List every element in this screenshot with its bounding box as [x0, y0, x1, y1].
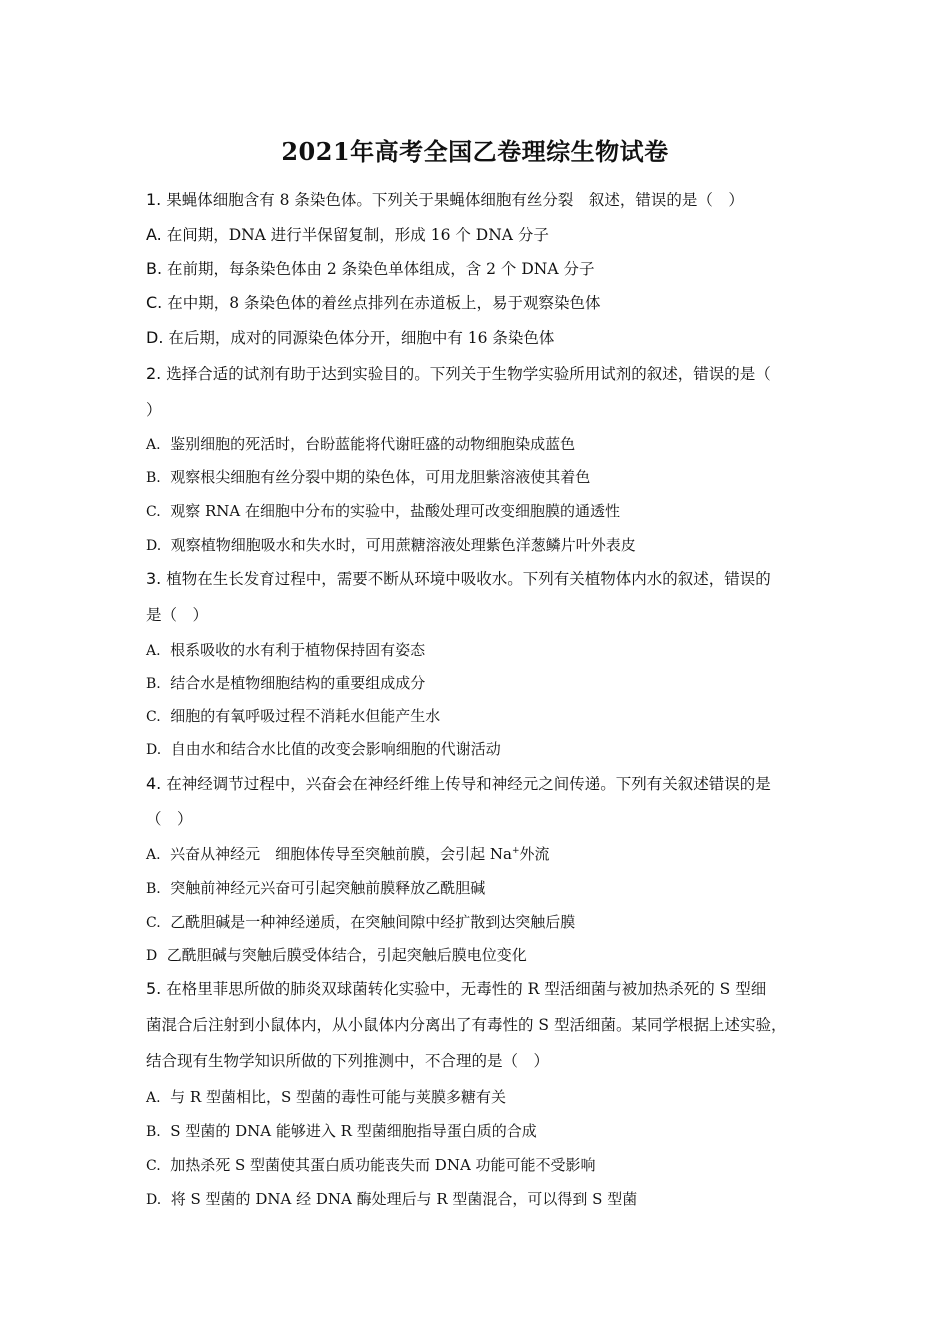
- question-2-option-b: [146, 466, 816, 489]
- option-label: A.: [146, 643, 161, 659]
- option-label: D.: [146, 328, 164, 347]
- option-label: C.: [146, 915, 161, 931]
- option-label: D.: [146, 742, 162, 758]
- option-text: 突触前神经元兴奋可引起突触前膜释放乙酰胆碱: [170, 879, 486, 897]
- option-text: 观察 RNA 在细胞中分布的实验中，盐酸处理可改变细胞膜的通透性: [170, 502, 621, 520]
- question-5-option-c: [146, 1154, 816, 1177]
- question-1-stem: [146, 189, 816, 211]
- option-text: 兴奋从神经元 细胞体传导至突触前膜，会引起 Na: [170, 845, 512, 863]
- option-text: 与 R 型菌相比，S 型菌的毒性可能与荚膜多糖有关: [170, 1088, 506, 1106]
- question-number: 5.: [146, 979, 162, 998]
- option-label: C.: [146, 504, 161, 520]
- question-5-option-a: [146, 1086, 816, 1109]
- question-2-option-c: [146, 500, 816, 523]
- question-4-option-a: [146, 843, 816, 866]
- option-text: 结合水是植物细胞结构的重要组成成分: [170, 674, 426, 692]
- question-2-stem-continued: ）: [146, 401, 162, 419]
- option-text: 在后期，成对的同源染色体分开，细胞中有 16 条染色体: [168, 329, 555, 347]
- option-label: A.: [146, 847, 161, 863]
- option-text: S 型菌的 DNA 能够进入 R 型菌细胞指导蛋白质的合成: [170, 1122, 537, 1140]
- question-4-option-b: [146, 877, 816, 900]
- option-label: B.: [146, 470, 161, 486]
- option-label: B.: [146, 881, 161, 897]
- option-label: A.: [146, 1090, 161, 1106]
- question-2-stem: [146, 363, 816, 385]
- question-3-stem-continued: 是（ ）: [146, 606, 209, 624]
- question-5-stem: [146, 978, 816, 1000]
- question-1-option-c: [146, 292, 816, 314]
- question-1-option-b: [146, 258, 816, 280]
- question-text: 选择合适的试剂有助于达到实验目的。下列关于生物学实验所用试剂的叙述，错误的是（: [166, 365, 771, 383]
- question-number: 3.: [146, 569, 162, 588]
- option-label: A.: [146, 225, 162, 244]
- question-4-stem: [146, 773, 816, 795]
- option-text: 在中期，8 条染色体的着丝点排列在赤道板上，易于观察染色体: [167, 294, 601, 312]
- question-2-option-d: [146, 534, 816, 557]
- option-text: 在间期，DNA 进行半保留复制，形成 16 个 DNA 分子: [166, 226, 549, 244]
- option-label: C.: [146, 1158, 161, 1174]
- option-text: 将 S 型菌的 DNA 经 DNA 酶处理后与 R 型菌混合，可以得到 S 型菌: [170, 1190, 638, 1208]
- question-number: 4.: [146, 774, 162, 793]
- question-3-option-b: [146, 672, 816, 695]
- superscript-plus: +: [511, 846, 520, 856]
- question-5-stem-line-3: 结合现有生物学知识所做的下列推测中，不合理的是（ ）: [146, 1052, 550, 1070]
- question-4-option-d: [146, 944, 816, 967]
- option-label: C.: [146, 709, 161, 725]
- question-5-stem-line-2: 菌混合后注射到小鼠体内，从小鼠体内分离出了有毒性的 S 型活细菌。某同学根据上述实验，: [146, 1016, 787, 1034]
- question-3-option-d: [146, 738, 816, 761]
- option-text: 乙酰胆碱与突触后膜受体结合，引起突触后膜电位变化: [166, 946, 527, 964]
- question-text: 果蝇体细胞含有 8 条染色体。下列关于果蝇体细胞有丝分裂 叙述，错误的是（ ）: [166, 191, 744, 209]
- question-1-option-d: [146, 327, 816, 349]
- question-3-option-c: [146, 705, 816, 728]
- question-1-option-a: [146, 224, 816, 246]
- question-text: 在神经调节过程中，兴奋会在神经纤维上传导和神经元之间传递。下列有关叙述错误的是: [166, 775, 771, 793]
- option-text: 乙酰胆碱是一种神经递质，在突触间隙中经扩散到达突触后膜: [170, 913, 576, 931]
- option-label: B.: [146, 676, 161, 692]
- option-label: D: [146, 948, 158, 964]
- question-text: 植物在生长发育过程中，需要不断从环境中吸收水。下列有关植物体内水的叙述，错误的: [166, 570, 771, 588]
- option-label: D.: [146, 1192, 162, 1208]
- question-2-option-a: [146, 433, 816, 456]
- option-label: C.: [146, 293, 163, 312]
- option-text-end: 外流: [519, 845, 550, 863]
- option-text: 观察根尖细胞有丝分裂中期的染色体，可用龙胆紫溶液使其着色: [170, 468, 591, 486]
- option-label: A.: [146, 437, 161, 453]
- option-label: D.: [146, 538, 162, 554]
- question-number: 1.: [146, 190, 162, 209]
- option-text: 自由水和结合水比值的改变会影响细胞的代谢活动: [170, 740, 501, 758]
- question-4-stem-continued: （ ）: [146, 810, 193, 828]
- question-3-option-a: [146, 639, 816, 662]
- question-text: 在格里菲思所做的肺炎双球菌转化实验中，无毒性的 R 型活细菌与被加热杀死的 S 型细: [166, 980, 767, 998]
- question-5-option-b: [146, 1120, 816, 1143]
- question-3-stem: [146, 568, 816, 590]
- option-label: B.: [146, 1124, 161, 1140]
- option-text: 根系吸收的水有利于植物保持固有姿态: [170, 641, 426, 659]
- option-text: 加热杀死 S 型菌使其蛋白质功能丧失而 DNA 功能可能不受影响: [170, 1156, 596, 1174]
- page-title: 2021年高考全国乙卷理综生物试卷: [281, 137, 669, 166]
- option-text: 鉴别细胞的死活时，台盼蓝能将代谢旺盛的动物细胞染成蓝色: [170, 435, 576, 453]
- option-label: B.: [146, 259, 163, 278]
- question-4-option-c: [146, 911, 816, 934]
- question-number: 2.: [146, 364, 162, 383]
- option-text: 观察植物细胞吸水和失水时，可用蔗糖溶液处理紫色洋葱鳞片叶外表皮: [170, 536, 636, 554]
- question-5-option-d: [146, 1188, 816, 1211]
- option-text: 在前期，每条染色体由 2 条染色单体组成，含 2 个 DNA 分子: [167, 260, 595, 278]
- option-text: 细胞的有氧呼吸过程不消耗水但能产生水: [170, 707, 441, 725]
